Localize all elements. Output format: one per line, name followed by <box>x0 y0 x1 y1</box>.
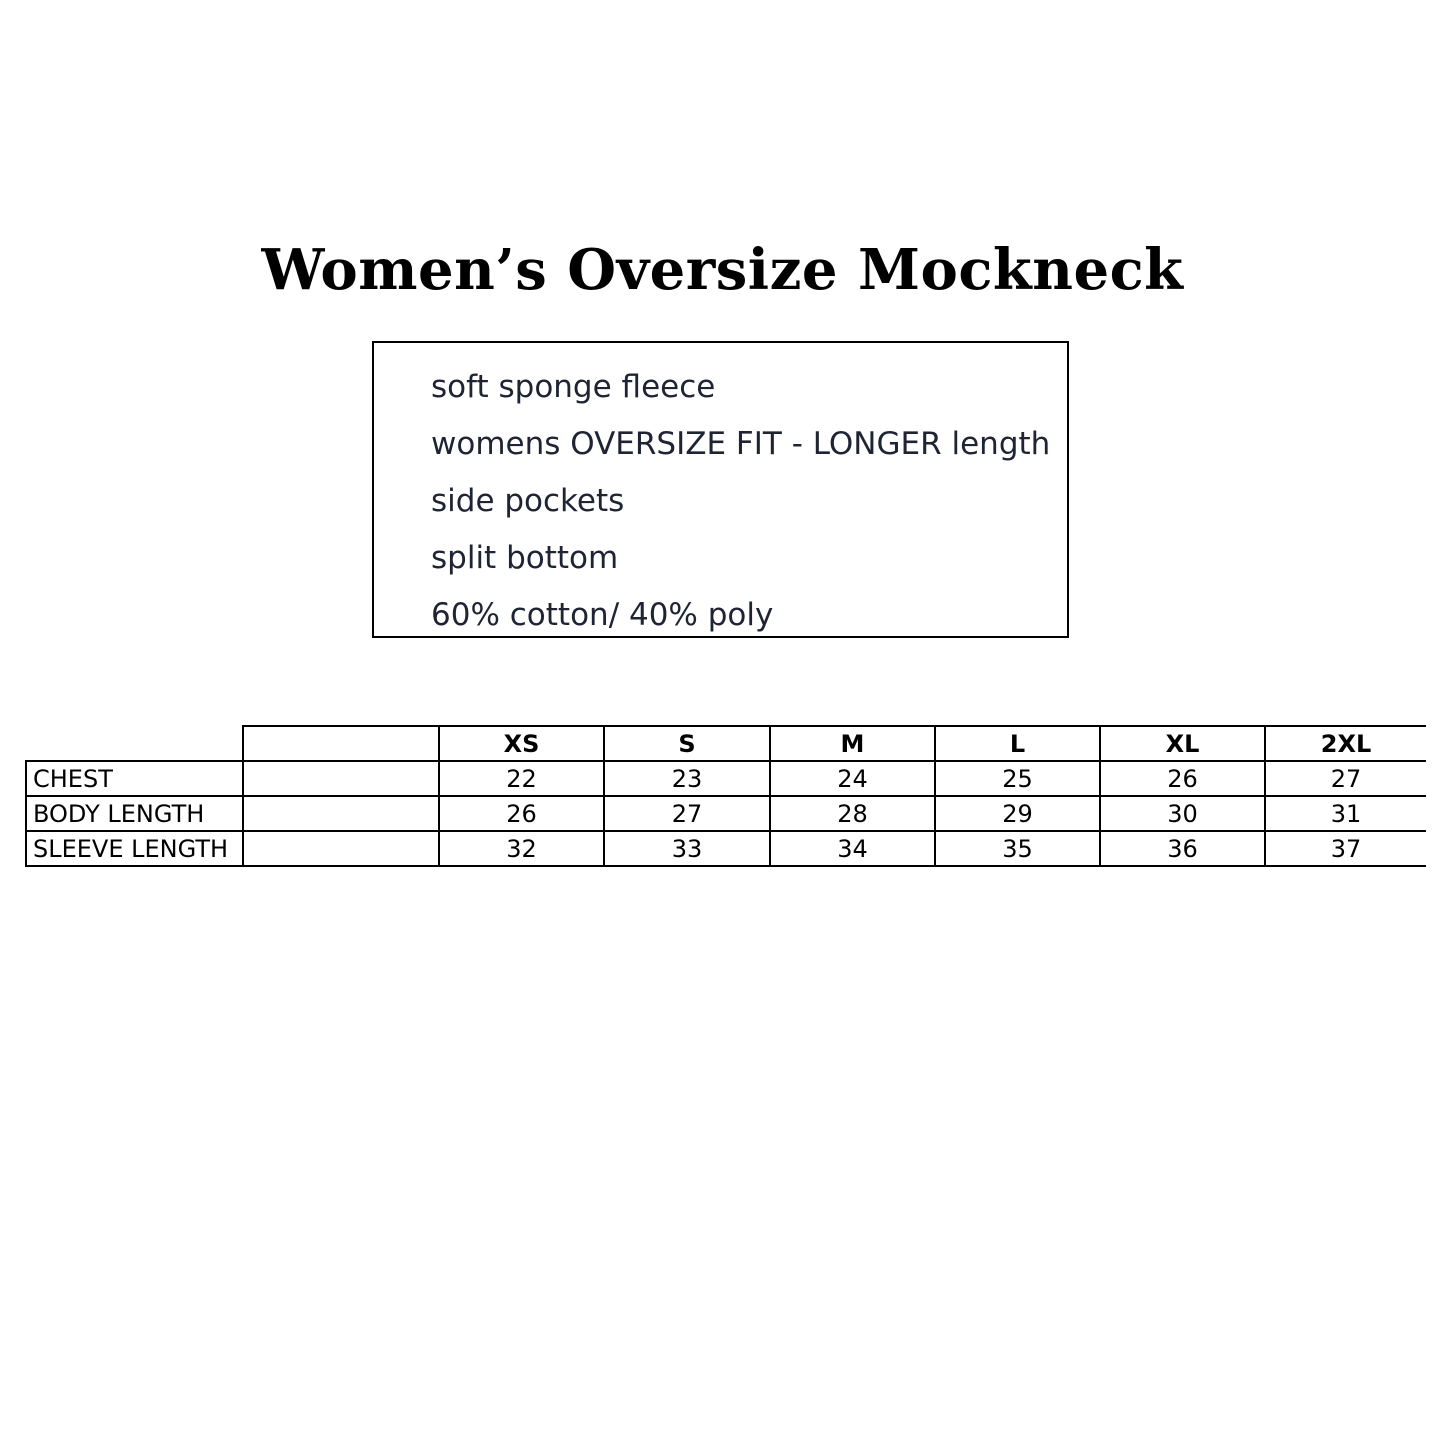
features-list <box>374 343 1067 644</box>
table-cell: 30 <box>1100 796 1265 831</box>
feature-item: split bottom <box>431 540 619 576</box>
table-cell: 35 <box>935 831 1100 866</box>
column-header: 2XL <box>1265 726 1426 761</box>
column-header: S <box>604 726 770 761</box>
column-header: XS <box>439 726 604 761</box>
table-row <box>26 796 1426 831</box>
table-cell <box>243 831 439 866</box>
features-box <box>372 341 1069 638</box>
table-cell <box>243 761 439 796</box>
feature-item: womens OVERSIZE FIT - LONGER length <box>431 426 1051 462</box>
table-cell: 25 <box>935 761 1100 796</box>
corner-cell <box>26 726 243 761</box>
column-header: M <box>770 726 935 761</box>
table-cell: 36 <box>1100 831 1265 866</box>
table-cell: 28 <box>770 796 935 831</box>
row-label: SLEEVE LENGTH <box>26 831 243 866</box>
table-cell: 22 <box>439 761 604 796</box>
row-label: CHEST <box>26 761 243 796</box>
feature-item: side pockets <box>431 483 625 519</box>
column-header: XL <box>1100 726 1265 761</box>
feature-item: 60% cotton/ 40% poly <box>431 597 774 633</box>
table-row <box>26 761 1426 796</box>
table-cell: 34 <box>770 831 935 866</box>
column-header <box>243 726 439 761</box>
table-cell: 26 <box>1100 761 1265 796</box>
size-chart-table <box>25 725 1426 867</box>
table-cell: 24 <box>770 761 935 796</box>
table-cell: 29 <box>935 796 1100 831</box>
row-label: BODY LENGTH <box>26 796 243 831</box>
table-cell: 31 <box>1265 796 1426 831</box>
table-cell: 32 <box>439 831 604 866</box>
table-cell: 26 <box>439 796 604 831</box>
table-cell: 27 <box>1265 761 1426 796</box>
feature-item: soft sponge fleece <box>431 369 716 405</box>
table-cell: 27 <box>604 796 770 831</box>
table-cell: 23 <box>604 761 770 796</box>
table-cell: 33 <box>604 831 770 866</box>
page-title: Women’s Oversize Mockneck <box>261 237 1184 303</box>
table-cell <box>243 796 439 831</box>
column-header: L <box>935 726 1100 761</box>
size-header-row <box>26 726 1426 761</box>
table-cell: 37 <box>1265 831 1426 866</box>
table-row <box>26 831 1426 866</box>
